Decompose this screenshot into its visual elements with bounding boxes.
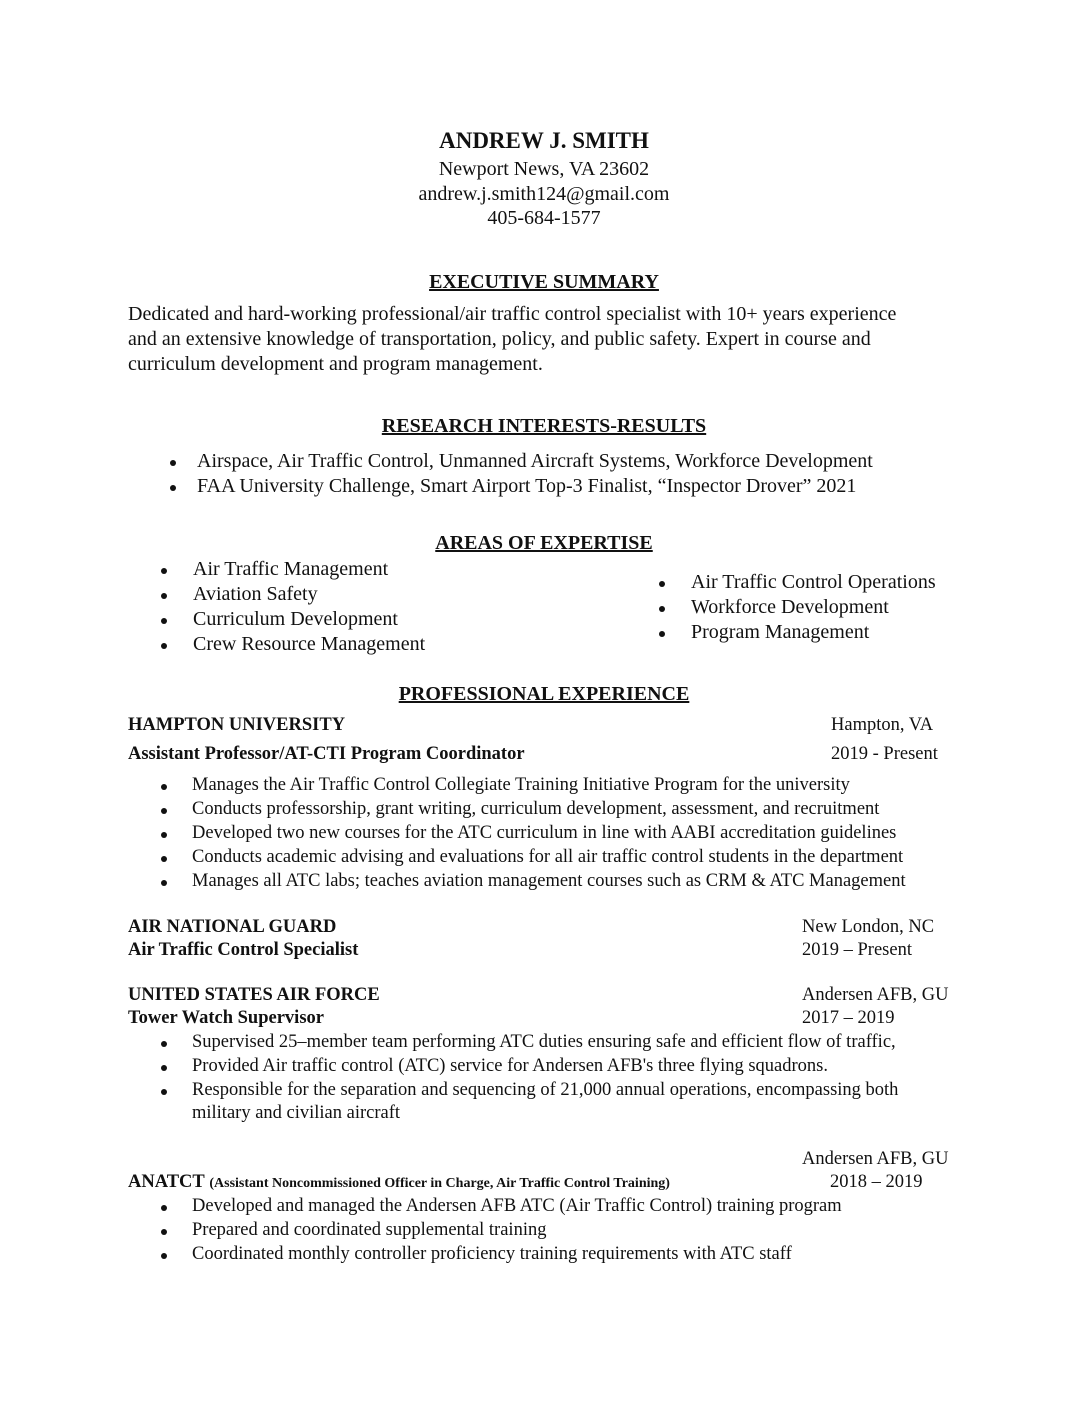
bullet-icon xyxy=(659,581,665,587)
expertise-item: Air Traffic Management xyxy=(193,558,389,580)
research-item: FAA University Challenge, Smart Airport Top-3 Finalist, “Inspector Drover” 2021 xyxy=(197,475,857,497)
bullet-icon xyxy=(161,568,167,574)
candidate-name: ANDREW J. SMITH xyxy=(439,128,649,153)
job-bullet: Coordinated monthly controller proficiency training requirements with ATC staff xyxy=(192,1244,792,1264)
bullet-icon xyxy=(161,1065,167,1071)
job-title-detail: (Assistant Noncommissioned Officer in Charge, Air Traffic Control Training) xyxy=(209,1176,670,1191)
bullet-icon xyxy=(161,784,167,790)
employer-location: New London, NC xyxy=(802,917,935,937)
job-bullet: Manages all ATC labs; teaches aviation management courses such as CRM & ATC Management xyxy=(192,871,906,891)
bullet-icon xyxy=(161,1253,167,1259)
job-title: Tower Watch Supervisor xyxy=(128,1008,324,1028)
expertise-item: Crew Resource Management xyxy=(193,633,426,655)
expertise-item: Curriculum Development xyxy=(193,608,398,630)
bullet-icon xyxy=(161,1041,167,1047)
phone: 405-684-1577 xyxy=(487,207,601,229)
job-bullet: Conducts academic advising and evaluations for all air traffic control students in the department xyxy=(192,847,904,867)
job-bullet: Responsible for the separation and sequencing of 21,000 annual operations, encompassing both xyxy=(192,1080,899,1100)
bullet-icon xyxy=(161,643,167,649)
job-title: Assistant Professor/AT-CTI Program Coordinator xyxy=(128,744,525,764)
summary-line: curriculum development and program management. xyxy=(128,353,543,375)
bullet-icon xyxy=(161,856,167,862)
summary-line: Dedicated and hard-working professional/air traffic control specialist with 10+ years experience xyxy=(128,303,897,325)
job-bullet: Provided Air traffic control (ATC) service for Andersen AFB's three flying squadrons. xyxy=(192,1056,828,1076)
employer-name: AIR NATIONAL GUARD xyxy=(128,917,337,937)
bullet-icon xyxy=(161,1089,167,1095)
job-bullet: Manages the Air Traffic Control Collegiate Training Initiative Program for the university xyxy=(192,775,850,795)
bullet-icon xyxy=(161,1229,167,1235)
bullet-icon xyxy=(161,1205,167,1211)
employer-location: Andersen AFB, GU xyxy=(802,985,949,1005)
job-dates: 2018 – 2019 xyxy=(830,1172,923,1192)
job-title-row xyxy=(128,1172,670,1193)
job-bullet: Developed two new courses for the ATC curriculum in line with AABI accreditation guidelines xyxy=(192,823,897,843)
bullet-icon xyxy=(161,880,167,886)
bullet-icon xyxy=(161,618,167,624)
bullet-icon xyxy=(161,593,167,599)
section-heading-executive-summary: EXECUTIVE SUMMARY xyxy=(429,271,659,293)
job-title: ANATCT xyxy=(128,1172,205,1192)
expertise-item: Air Traffic Control Operations xyxy=(691,571,936,593)
research-item: Airspace, Air Traffic Control, Unmanned Aircraft Systems, Workforce Development xyxy=(197,450,873,472)
employer-location: Andersen AFB, GU xyxy=(802,1149,949,1169)
employer-name: HAMPTON UNIVERSITY xyxy=(128,715,346,735)
job-bullet: Supervised 25–member team performing ATC duties ensuring safe and efficient flow of traffic, xyxy=(192,1032,896,1052)
section-heading-research: RESEARCH INTERESTS-RESULTS xyxy=(381,415,707,437)
section-heading-expertise: AREAS OF EXPERTISE xyxy=(435,532,653,554)
job-title: Air Traffic Control Specialist xyxy=(128,940,359,960)
expertise-item: Program Management xyxy=(691,621,870,643)
address: Newport News, VA 23602 xyxy=(438,158,650,180)
email: andrew.j.smith124@gmail.com xyxy=(418,183,670,205)
bullet-icon xyxy=(170,460,176,466)
job-bullet-continuation: military and civilian aircraft xyxy=(192,1103,401,1123)
expertise-item: Aviation Safety xyxy=(193,583,318,605)
job-dates: 2019 - Present xyxy=(831,744,938,764)
job-bullet: Developed and managed the Andersen AFB ATC (Air Traffic Control) training program xyxy=(192,1196,842,1216)
job-dates: 2017 – 2019 xyxy=(802,1008,895,1028)
bullet-icon xyxy=(659,631,665,637)
bullet-icon xyxy=(161,832,167,838)
job-bullet: Prepared and coordinated supplemental training xyxy=(192,1220,547,1240)
bullet-icon xyxy=(161,808,167,814)
bullet-icon xyxy=(659,606,665,612)
job-bullet: Conducts professorship, grant writing, curriculum development, assessment, and recruitment xyxy=(192,799,880,819)
summary-line: and an extensive knowledge of transportation, policy, and public safety. Expert in course and xyxy=(128,328,871,350)
employer-name: UNITED STATES AIR FORCE xyxy=(128,985,380,1005)
job-dates: 2019 – Present xyxy=(802,940,912,960)
bullet-icon xyxy=(170,485,176,491)
employer-location: Hampton, VA xyxy=(831,715,934,735)
section-heading-experience: PROFESSIONAL EXPERIENCE xyxy=(398,683,690,705)
expertise-item: Workforce Development xyxy=(691,596,889,618)
